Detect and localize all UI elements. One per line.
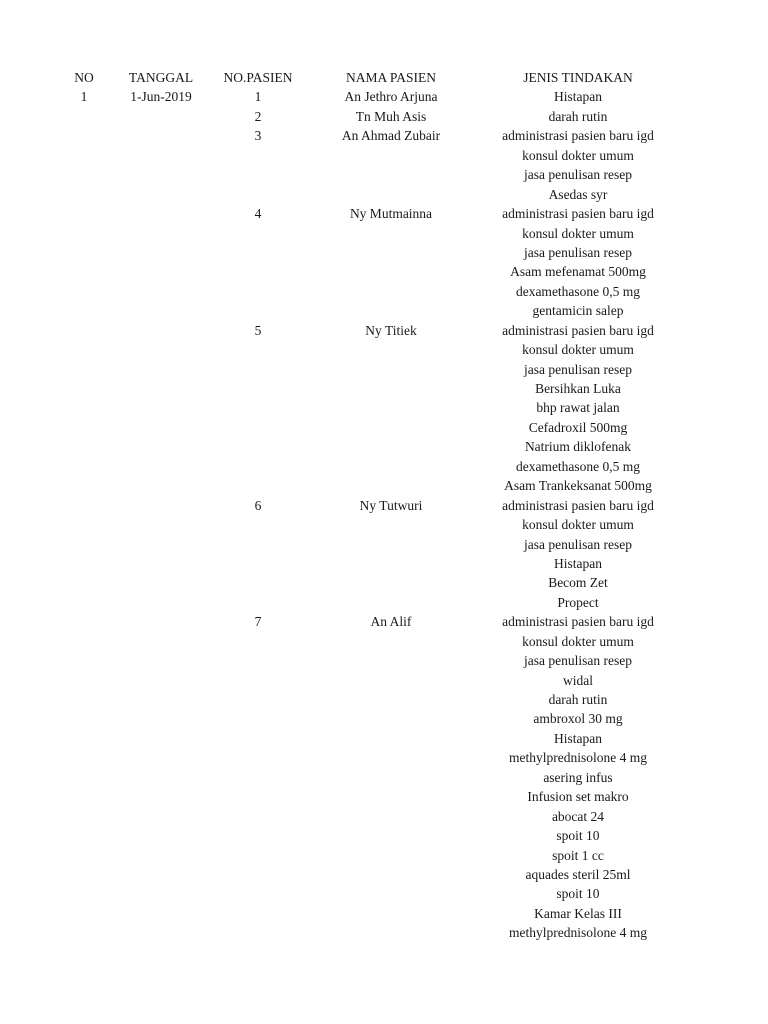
table-row bbox=[0, 282, 768, 301]
cell-no-pasien: 6 bbox=[254, 497, 262, 513]
table-row bbox=[0, 515, 768, 534]
table-row bbox=[0, 554, 768, 573]
table-row bbox=[0, 865, 768, 884]
cell-jenis-tindakan: aquades steril 25ml bbox=[525, 866, 631, 882]
table-row bbox=[0, 923, 768, 942]
cell-jenis-tindakan: methylprednisolone 4 mg bbox=[509, 925, 647, 941]
cell-jenis-tindakan: Histapan bbox=[554, 89, 602, 105]
header-no: NO bbox=[74, 70, 94, 85]
cell-no-pasien: 5 bbox=[254, 322, 262, 338]
cell-jenis-tindakan: Histapan bbox=[554, 730, 602, 746]
table-row bbox=[0, 671, 768, 690]
table-row bbox=[0, 884, 768, 903]
table-row bbox=[0, 787, 768, 806]
table-row bbox=[0, 185, 768, 204]
table-row bbox=[0, 107, 768, 126]
table-row bbox=[0, 398, 768, 417]
cell-jenis-tindakan: spoit 10 bbox=[556, 828, 600, 844]
table-row bbox=[0, 748, 768, 767]
table-row bbox=[0, 301, 768, 320]
table-row bbox=[0, 126, 768, 145]
table-row bbox=[0, 904, 768, 923]
cell-jenis-tindakan: Becom Zet bbox=[548, 575, 608, 591]
table-row bbox=[0, 360, 768, 379]
table-row bbox=[0, 826, 768, 845]
cell-nama-pasien: Tn Muh Asis bbox=[355, 108, 427, 124]
cell-jenis-tindakan: jasa penulisan resep bbox=[524, 244, 632, 260]
cell-jenis-tindakan: Infusion set makro bbox=[527, 789, 629, 805]
cell-jenis-tindakan: spoit 10 bbox=[556, 886, 600, 902]
table-row bbox=[0, 632, 768, 651]
cell-jenis-tindakan: konsul dokter umum bbox=[522, 633, 634, 649]
table-row bbox=[0, 340, 768, 359]
table-row bbox=[0, 573, 768, 592]
cell-jenis-tindakan: jasa penulisan resep bbox=[524, 653, 632, 669]
cell-jenis-tindakan: darah rutin bbox=[548, 108, 608, 124]
table-row bbox=[0, 165, 768, 184]
cell-jenis-tindakan: konsul dokter umum bbox=[522, 147, 634, 163]
header-tanggal: TANGGAL bbox=[128, 70, 194, 85]
cell-jenis-tindakan: Natrium diklofenak bbox=[524, 439, 632, 455]
table-row bbox=[0, 418, 768, 437]
cell-jenis-tindakan: darah rutin bbox=[548, 692, 608, 707]
cell-jenis-tindakan: Kamar Kelas III bbox=[534, 905, 622, 921]
table-row bbox=[0, 709, 768, 728]
cell-jenis-tindakan: spoit 1 cc bbox=[552, 847, 604, 863]
table-row bbox=[0, 224, 768, 243]
cell-jenis-tindakan: konsul dokter umum bbox=[522, 225, 634, 241]
cell-nama-pasien: An Ahmad Zubair bbox=[341, 128, 441, 144]
cell-jenis-tindakan: bhp rawat jalan bbox=[536, 400, 620, 416]
cell-jenis-tindakan: asering infus bbox=[543, 769, 613, 785]
cell-jenis-tindakan: administrasi pasien baru igd bbox=[502, 206, 654, 222]
cell-jenis-tindakan: Propect bbox=[557, 594, 599, 610]
table-row bbox=[0, 379, 768, 398]
cell-jenis-tindakan: widal bbox=[563, 672, 593, 688]
header-no-pasien: NO.PASIEN bbox=[223, 70, 293, 85]
cell-jenis-tindakan: jasa penulisan resep bbox=[524, 536, 632, 552]
cell-no-pasien: 1 bbox=[254, 89, 262, 105]
cell-no: 1 bbox=[80, 89, 88, 105]
cell-jenis-tindakan: konsul dokter umum bbox=[522, 517, 634, 533]
table-row bbox=[0, 321, 768, 340]
cell-jenis-tindakan: dexamethasone 0,5 mg bbox=[515, 458, 641, 474]
table-row bbox=[0, 651, 768, 670]
table-row bbox=[0, 457, 768, 476]
cell-jenis-tindakan: ambroxol 30 mg bbox=[533, 711, 623, 727]
cell-jenis-tindakan: methylprednisolone 4 mg bbox=[509, 750, 647, 766]
cell-nama-pasien: An Jethro Arjuna bbox=[344, 89, 438, 105]
table-row bbox=[0, 476, 768, 495]
patient-treatment-table bbox=[0, 68, 768, 943]
table-row bbox=[0, 496, 768, 515]
cell-nama-pasien: Ny Tutwuri bbox=[359, 497, 423, 513]
cell-jenis-tindakan: jasa penulisan resep bbox=[524, 361, 632, 377]
table-row bbox=[0, 146, 768, 165]
cell-nama-pasien: Ny Mutmainna bbox=[349, 206, 433, 222]
cell-jenis-tindakan: Asam Trankeksanat 500mg bbox=[504, 478, 652, 494]
cell-jenis-tindakan: gentamicin salep bbox=[532, 303, 624, 319]
table-body bbox=[0, 87, 768, 942]
table-row bbox=[0, 768, 768, 787]
table-row bbox=[0, 204, 768, 223]
cell-nama-pasien: Ny Titiek bbox=[365, 322, 417, 338]
table-row bbox=[0, 593, 768, 612]
cell-jenis-tindakan: Bersihkan Luka bbox=[535, 381, 621, 396]
cell-no-pasien: 2 bbox=[254, 108, 262, 124]
table-row bbox=[0, 846, 768, 865]
table-row bbox=[0, 612, 768, 631]
cell-jenis-tindakan: Histapan bbox=[554, 555, 602, 571]
table-row bbox=[0, 87, 768, 106]
table-row bbox=[0, 807, 768, 826]
cell-jenis-tindakan: Asam mefenamat 500mg bbox=[510, 264, 646, 280]
table-header-row bbox=[0, 68, 768, 87]
cell-jenis-tindakan: dexamethasone 0,5 mg bbox=[515, 283, 641, 299]
table-row bbox=[0, 437, 768, 456]
cell-jenis-tindakan: abocat 24 bbox=[551, 808, 605, 824]
cell-no-pasien: 7 bbox=[254, 614, 262, 630]
cell-jenis-tindakan: administrasi pasien baru igd bbox=[502, 128, 654, 144]
cell-jenis-tindakan: jasa penulisan resep bbox=[524, 167, 632, 183]
table-row bbox=[0, 535, 768, 554]
table-row bbox=[0, 243, 768, 262]
table-row bbox=[0, 729, 768, 748]
cell-jenis-tindakan: administrasi pasien baru igd bbox=[502, 614, 654, 630]
cell-no-pasien: 3 bbox=[254, 128, 262, 144]
table-row bbox=[0, 262, 768, 281]
cell-nama-pasien: An Alif bbox=[370, 614, 412, 630]
header-nama-pasien: NAMA PASIEN bbox=[346, 70, 436, 85]
table-row bbox=[0, 690, 768, 709]
cell-jenis-tindakan: administrasi pasien baru igd bbox=[502, 497, 654, 513]
cell-jenis-tindakan: administrasi pasien baru igd bbox=[502, 322, 654, 338]
header-jenis-tindakan: JENIS TINDAKAN bbox=[523, 70, 633, 85]
cell-no-pasien: 4 bbox=[254, 206, 262, 222]
cell-jenis-tindakan: Cefadroxil 500mg bbox=[528, 419, 628, 435]
cell-jenis-tindakan: Asedas syr bbox=[548, 186, 608, 202]
cell-tanggal: 1-Jun-2019 bbox=[130, 89, 192, 105]
cell-jenis-tindakan: konsul dokter umum bbox=[522, 342, 634, 358]
